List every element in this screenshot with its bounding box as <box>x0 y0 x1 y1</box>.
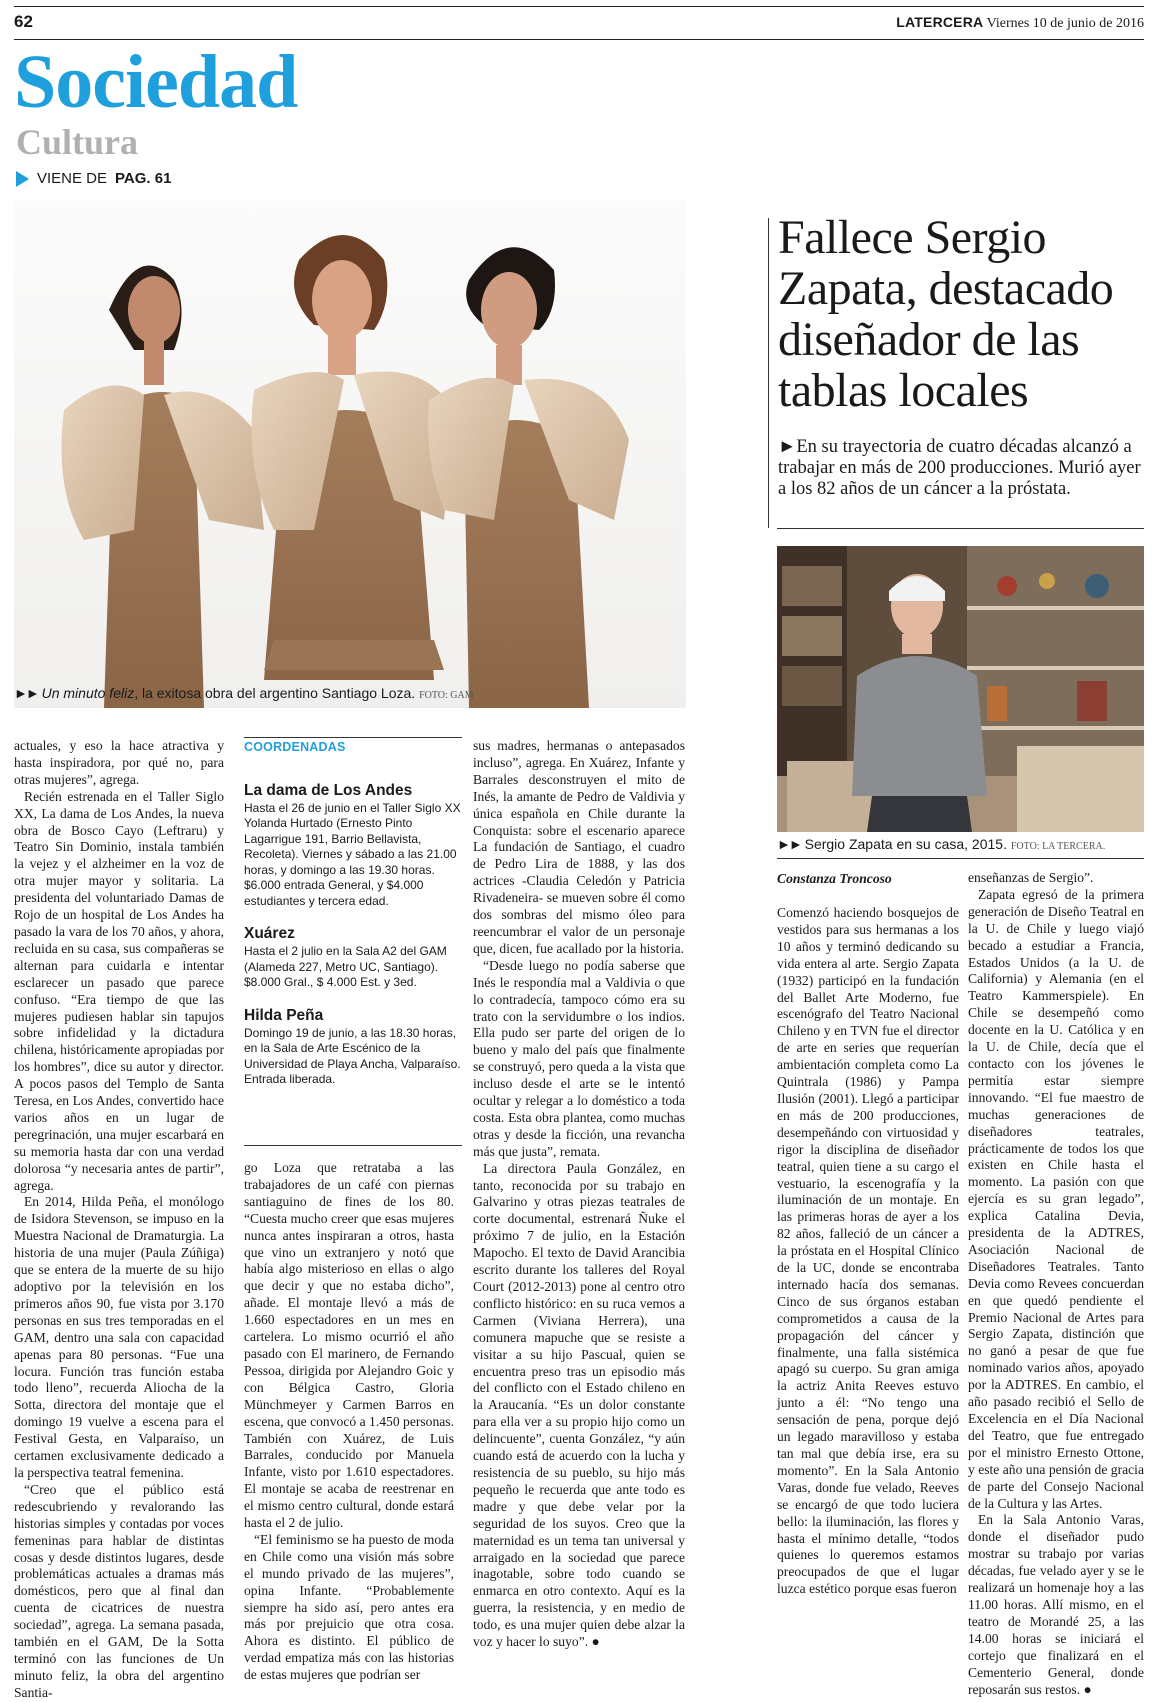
headline-divider <box>768 218 769 528</box>
main-photo-caption <box>14 685 474 701</box>
article-byline <box>777 870 957 888</box>
paragraph: actuales, y eso la hace atractiva y hasta inspiradora, por qué no, para otras mujeres”, agrega. <box>14 738 224 787</box>
author-name: Constanza Troncoso <box>777 871 892 886</box>
paragraph: Comenzó haciendo bosquejos de vestidos para sus hermanas a los 10 años y terminó dedicando su vida entera al arte. Sergio Zapata (1932) participó en la fundación del Ballet Arte Moderno, fue escenógrafo del Teatro Nacional Chileno y en TVN fue el director de arte en series que requerían ambientación completa como La Quintrala (1986) y Pampa Ilusión (2001). Llegó a participar en más de 200 producciones, desempeñándo con virtuosidad y rigor la disciplina de diseñador teatral, quien tiene a su cargo el vestuario, la escenografía y la iluminación de un montaje. En las primeras horas de ayer a los 82 años, falleció de un cáncer a la próstata en el Hospital Clínico de la UC, donde se encontraba internado hacía dos semanas. Cinco de sus órganos estaban comprometidos a causa de la propagación del cáncer y finalmente, una falla sistémica apagó su cuerpo. Su gran amiga la actriz Anita Reeves estuvo junto a él: “No tengo una sensación de pena, porque dejó un legado maravilloso y estaba tan mal que debía irse, era su momento”. En la Sala Antonio Varas, donde fue velado, Reeves se encargó de que todo luciera bello: la iluminación, las flores y hasta el mínimo detalle, “todos quienes lo queremos estamos preocupados de que el lugar luzca estético porque esas fueron <box>777 905 959 1597</box>
paragraph: sus madres, hermanas o antepasados incluso”, agrega. En Xuárez, Infante y Barrales desconstruyen el mito de Inés, la amante de Pedro de Valdivia y única española en Chile durante la Conquista: sobre el escenario aparece La fundación de Santiago, el cuadro de Pedro Lira de 1888, y las dos actrices -Claudia Celedón y Patricia Rivadeneira- se mueven sobre él como dos sombras del mismo óleo para reencumbrar el valor de un personaje que, dicen, fue acallado por la historia. <box>473 738 685 956</box>
header-bar <box>14 6 1144 40</box>
zapata-caption-credit: FOTO: LA TERCERA. <box>1010 841 1106 852</box>
summary-arrow-icon: ► <box>778 437 797 457</box>
paragraph: En la Sala Antonio Varas, donde el diseñador pudo mostrar su trabajo por varias décadas, fue velado ayer y se le realizará un homenaje hoy a las 11.00 horas. Allí mismo, en el teatro de Morandé 25, a las 14.00 horas se iniciará el cortejo que finalizará en el Cementerio General, donde reposarán sus restos. ● <box>968 1512 1144 1697</box>
box-top-rule <box>244 737 462 738</box>
caption-credit: FOTO: GAM <box>419 690 474 701</box>
paragraph: go Loza que retrataba a las trabajadores de un café con piernas santiaguino de fines de los 80. “Cuesta mucho creer que esas mujeres nunca antes inspiraran a otros, hasta que vino un extranjero y notó que había algo misterioso en ellas o algo que decir y que no estaba dicho”, añade. El montaje llevó a más de 1.660 espectadores en un mes en cartelera. Lo mismo ocurrió el año pasado con El marinero, de Fernando Pessoa, dirigida por Alejandro Goic y con Bélgica Castro, Gloria Münchmeyer y Carmen Barros en escena, que convocó a 1.450 personas. También con Xuárez, de Luis Barrales, conducido por Manuela Infante, visto por 1.610 espectadores. El montaje se acaba de reestrenar en el mismo centro cultural, donde estará hasta el 2 de julio. <box>244 1160 454 1531</box>
paragraph: En 2014, Hilda Peña, el monólogo de Isidora Stevenson, se impuso en la Muestra Nacional de Dramaturgia. La historia de una mujer (Paula Zúñiga) que se entera de la muerte de su hijo adoptivo por la televisión en los primeros años 90, fue vista por 3.170 personas en sus tres temporadas en el GAM, dentro una sala con capacidad apenas para 80 personas. “Fue una locura. Función tras función estaba todo lleno”, recuerda Aliocha de la Sotta, directora del montaje que el domingo 19 vuelve a escena para el Festival Gesta, en Valparaíso, un certamen exclusivamente dedicado a la perspectiva teatral femenina. <box>14 1194 224 1480</box>
event-details: Domingo 19 de junio, a las 18.30 horas, en la Sala de Arte Escénico de la Universidad de Playa Ancha, Valparaíso. Entrada liberada. <box>244 1025 461 1086</box>
zapata-photo <box>777 546 1144 832</box>
caption-text: , la exitosa obra del argentino Santiago Loza. <box>134 685 416 701</box>
paragraph: La directora Paula González, en tanto, reconocida por su trabajo en Galvarino y otras piezas teatrales de corte documental, estrenará Ñuke el próximo 7 de julio, en la Estación Mapocho. El texto de David Arancibia escrito durante los talleres del Royal Court (2012-2013) pone al centro otro conflicto histórico: en su ruca vemos a Carmen (Viviana Herrera), una comunera mapuche que se resiste a visitar a su hijo Pascual, quien se encuentra preso tras un episodio más del conflicto con el Estado chileno en la Araucanía. “Es un dolor constante para ella ver a su propio hijo como un delincuente”, cuenta González, “y aún cuando está de acuerdo con la lucha y resistencia de su pueblo, su hijo más pequeño le recuerda que ante todo es madre y que debe velar por la seguridad de los suyos. Creo que la maternidad es un tema tan universal y arraigado en la sociedad que parece inagotable, sobre todo cuando se enmarca en otro contexto. Aquí es la guerra, la resistencia, y en medio de todo, es una mujer quien debe alzar la voz y hacer lo suyo”. ● <box>473 1160 685 1650</box>
event-title: Xuárez <box>244 925 295 942</box>
text-column-5 <box>968 870 1144 1697</box>
paragraph: “El feminismo se ha puesto de moda en Chile como una visión más sobre el mundo privado de las mujeres”, opina Infante. “Probablemente siempre ha sido así, pero antes era más por prejuicio que otra cosa. Ahora es distinto. El público de verdad empatiza más con las historias de estas mujeres que podrían ser <box>244 1531 454 1683</box>
text-column-4 <box>777 905 959 1673</box>
continued-page: PAG. 61 <box>115 170 172 187</box>
summary-text: En su trayectoria de cuatro décadas alcanzó a trabajar en más de 200 producciones. Murió ayer a los 82 años de un cáncer a la próstata. <box>778 437 1141 499</box>
summary-divider <box>777 528 1144 529</box>
actresses-photo <box>14 200 686 708</box>
article-summary <box>778 437 1143 500</box>
continued-from <box>16 170 171 187</box>
paragraph: Recién estrenada en el Taller Siglo XX, La dama de Los Andes, la nueva obra de Bosco Cayo (Leftraru) y Teatro Sin Dominio, instala también la vejez y el alzheimer en la voz de otra mujer mayor y solitaria. La presidenta del voluntariado Damas de Rojo de un hospital de Los Andes ha pasado la vara de los 70 años, y ahora, recluida en su casa, sus compañeras se alternan para cuidarla e intentar esclarecer un pasado que parece confuso. “Era tiempo de que las mujeres pudiesen hablar sin tapujos sobre infidelidad y la dictadura chilena, históricamente apropiadas por los hombres”, dice su autor y director. A pocos pasos del Templo de Santa Teresa, en Los Andes, convertido hace varios años en un lugar de peregrinación, una mujer escarbará en su memoria hasta dar con una verdad dolorosa “y necesaria antes de partir”, agrega. <box>14 788 224 1193</box>
play-arrow-icon <box>16 171 29 187</box>
continued-prefix: VIENE DE <box>37 170 108 187</box>
paragraph: enseñanzas de Sergio”. <box>968 870 1094 885</box>
coordenadas-box <box>244 740 462 1104</box>
paragraph: “Desde luego no podía saberse que Inés le respondía mal a Valdivia o que lo contradecía, tampoco cómo era su trato con la servidumbre o los indios. Ella pudo ser parte del origen de lo bueno y malo del país que finalmente se construyó, pero queda a la vista que incluso desde el arte se le intentó ocultar y relegar a lo doméstico a toda costa. Esta obra plantea, como muchas otras y desde la ficción, una revancha más que justa”, remata. <box>473 957 685 1159</box>
main-photo <box>14 200 686 708</box>
article-headline: Fallece Sergio Zapata, destacado diseñador de las tablas locales <box>778 211 1114 417</box>
masthead <box>896 14 1144 32</box>
text-column-3 <box>473 738 685 1673</box>
paragraph: Zapata egresó de la primera generación de Diseño Teatral en la U. de Chile y luego viajó becado a estudiar a Francia, Estados Unidos (a la U. de California) y Alemania (en el Teatro Kammerspiele). En Chile se desempeñó como docente en la U. Católica y en la U. de Chile, decía que el contacto con los jóvenes le permitía estar siempre innovando. “El fue maestro de muchas generaciones de diseñadores teatrales, prácticamente de todos los que existen en Chile hasta el momento. La pasión con que ejercía es su gran legado”, explica Catalina Devia, presidenta de la ADTRES, Asociación Nacional de Diseñadores Teatrales. Tanto Devia como Revees concuerdan en que quedó pendiente el Premio Nacional de Artes para Sergio Zapata, distinción que no ganó a pesar de que fue nominado varios años, apoyado por la ADTRES. En cambio, el año pasado recibió el Sello de Excelencia en el Día Nacional del Teatro, que fue entregado por el ministro Ernesto Ottone, y este año una pensión de gracia de parte del Consejo Nacional de la Cultura y las Artes. <box>968 886 1144 1511</box>
caption-title: Un minuto feliz <box>41 685 135 701</box>
box-bottom-rule <box>244 1145 462 1146</box>
caption-divider <box>777 858 1144 859</box>
section-title: Sociedad <box>14 40 298 124</box>
page-number: 62 <box>14 12 33 31</box>
box-label: COORDENADAS <box>244 740 346 754</box>
paragraph: “Creo que el público está redescubriendo y revalorando las historias simples y contadas por voces femeninas para hablar de distintas cosas y desde distintos lugares, desde problemáticas actuales a dramas más domésticos, pero que al final dan cuenta de cicatrices de nuestra sociedad”, agrega. La semana pasada, también en el GAM, De la Sotta terminó con las funciones de Un minuto feliz, la obra del argentino Santia- <box>14 1481 224 1700</box>
newspaper-name: LATERCERA <box>896 14 984 30</box>
zapata-caption-text: Sergio Zapata en su casa, 2015. <box>804 836 1007 852</box>
portrait-photo <box>777 546 1144 832</box>
text-column-1 <box>14 738 224 1700</box>
text-column-2 <box>244 1160 454 1683</box>
caption-arrow-icon: ►► <box>14 685 38 701</box>
event-title: Hilda Peña <box>244 1006 324 1024</box>
event-details: Hasta el 2 julio en la Sala A2 del GAM (Alameda 227, Metro UC, Santiago). $8.000 Gral., $ 4.000 Est. y 3ed. <box>244 944 447 989</box>
subsection-title: Cultura <box>16 122 139 162</box>
event-details: Hasta el 26 de junio en el Taller Siglo XX Yolanda Hurtado (Ernesto Pinto Lagarrigue 191, Barrio Bellavista, Recoleta). Viernes y sábado a las 21.00 horas, y domingo a las 19.30 horas. $6.000 entrada General, y $4.000 estudiantes y tercera edad. <box>244 800 461 908</box>
zapata-caption <box>777 836 1105 852</box>
caption-arrow-icon: ►► <box>777 836 801 852</box>
event-title: La dama de Los Andes <box>244 781 413 799</box>
issue-date: Viernes 10 de junio de 2016 <box>986 16 1144 31</box>
